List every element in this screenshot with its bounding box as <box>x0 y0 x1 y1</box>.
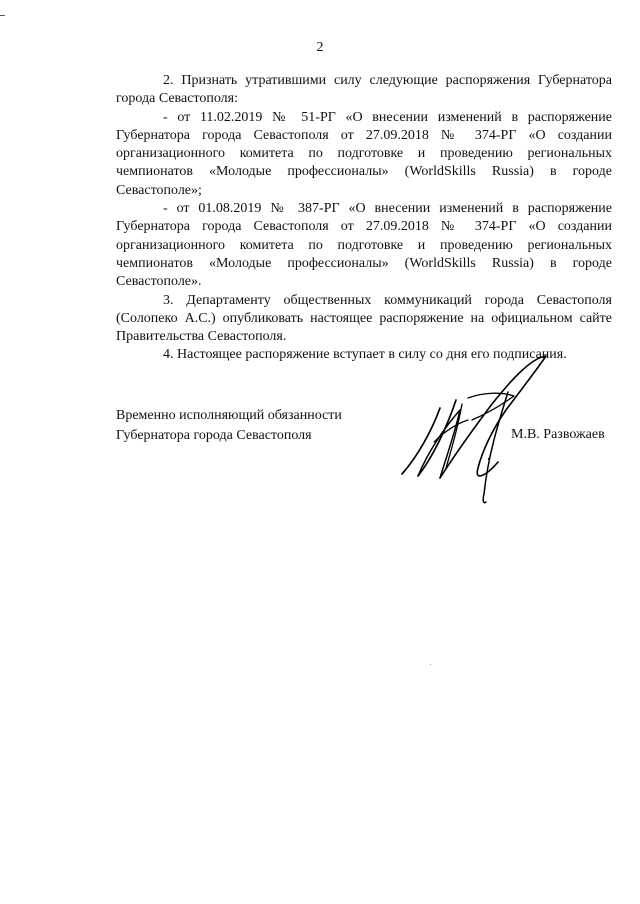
page-number: 2 <box>316 40 324 55</box>
scan-speck <box>430 664 431 665</box>
signatory-position <box>116 406 342 446</box>
corner-scan-mark <box>0 15 5 16</box>
paragraph-item-2: 2. Признать утратившими силу следующие распоряжения Губернатора города Севастополя: <box>116 73 612 107</box>
paragraph-item-3: 3. Департаменту общественных коммуникаций города Севастополя (Солопеко А.С.) опубликовать настоящее распоряжение на официальном сайте Правительства Севастополя. <box>116 292 612 345</box>
signatory-name: М.В. Развожаев <box>511 427 605 442</box>
paragraph-item-4: 4. Настоящее распоряжение вступает в силу со дня его подписания. <box>163 347 567 363</box>
paragraph-repeal-51-rg: - от 11.02.2019 № 51-РГ «О внесении изменений в распоряжение Губернатора города Севастополя от 27.09.2018 № 374-РГ «О создании организационного комитета по подготовке и проведению региональных чемпионатов «Молодые профессионалы» (WorldSkills Russia) в городе Севастополе»; <box>116 109 612 198</box>
document-body <box>116 72 612 365</box>
paragraph-repeal-387-rg: - от 01.08.2019 № 387-РГ «О внесении изменений в распоряжение Губернатора города Севастополя от 27.09.2018 № 374-РГ «О создании организационного комитета по подготовке и проведению региональных чемпионатов «Молодые профессионалы» (WorldSkills Russia) в городе Севастополе». <box>116 201 612 290</box>
signatory-position-line-1: Временно исполняющий обязанности <box>116 408 342 423</box>
signatory-position-line-2: Губернатора города Севастополя <box>116 428 312 443</box>
